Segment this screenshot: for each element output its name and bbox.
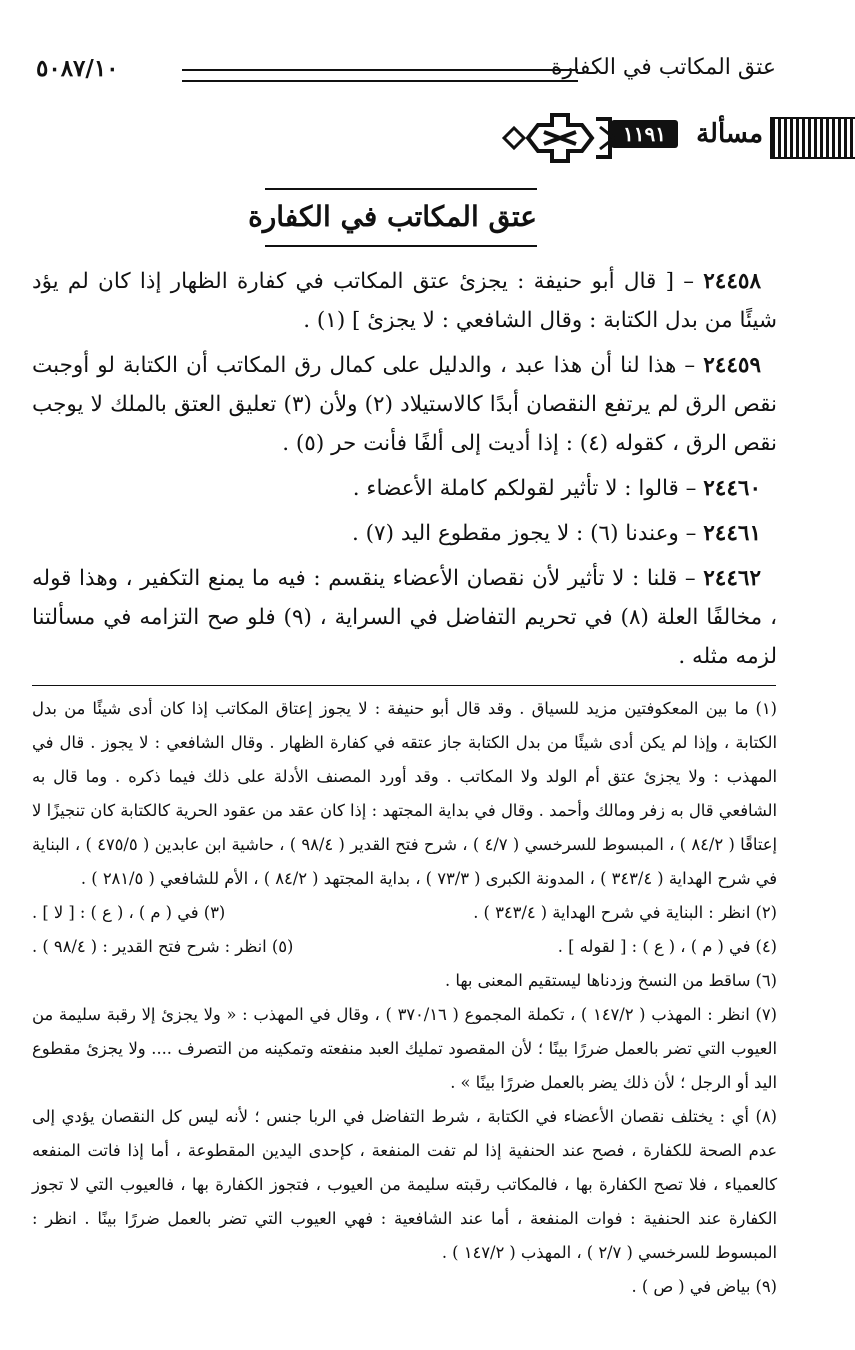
footnote-3: (٣) في ( م ) ، ( ع ) : [ لا ] . [32, 903, 226, 922]
footnote-6: (٦) ساقط من النسخ وزدناها ليستقيم المعنى بها . [445, 971, 777, 990]
header-double-rule [182, 69, 578, 82]
paragraph-number: ٢٤٤٦٠ [703, 476, 761, 501]
chapter-title-box [248, 188, 537, 247]
barcode-ornament-icon [770, 117, 855, 159]
page-reference: ٥٠٨٧/١٠ [36, 55, 119, 82]
footnote-7: (٧) انظر : المهذب ( ١٤٧/٢ ) ، تكملة المجموع ( ٣٧٠/١٦ ) ، وقال في المهذب : « ولا يجزئ إلا رقبة سليمة من العيوب التي تضر بالعمل ضررًا بينًا ؛ لأن المقصود تمليك العبد منفعته وتمكينه من التصرف .... ولا يجزئ مقطوع اليد أو الرجل ؛ لأن ذلك يضر بالعمل ضررًا بينًا » . [32, 1005, 777, 1092]
paragraph [32, 469, 777, 508]
main-text [32, 262, 777, 682]
paragraph-text: – وعندنا (٦) : لا يجوز مقطوع اليد (٧) . [351, 521, 704, 546]
paragraph [32, 514, 777, 553]
footnote-2: (٢) انظر : البناية في شرح الهداية ( ٣٤٣/٤ ) . [473, 903, 777, 922]
paragraph-number: ٢٤٤٥٨ [703, 269, 761, 294]
issue-heading [490, 105, 855, 173]
paragraph [32, 559, 777, 676]
interlace-ornament-icon [500, 107, 620, 169]
footnote-row [32, 930, 777, 964]
paragraph-number: ٢٤٤٦٢ [703, 566, 761, 591]
paragraph-number: ٢٤٤٦١ [703, 521, 761, 546]
footnote-8: (٨) أي : يختلف نقصان الأعضاء في الكتابة ، شرط التفاضل في الربا جنس ؛ لأنه ليس كل النقصان يؤدي إلى عدم الصحة للكفارة ، فصح عند الحنفية إذا لم تفت المنفعة ، كإحدى اليدين المقطوعة ، أما إذا فاتت المنفعه كالعمياء ، فلا تصح الكفارة بها ، فالمكاتب رقبته سليمة من العيوب ، فتجوز الكفارة بها ، فالعيوب التي لا تجوز الكفارة عند الحنفية : فوات المنفعة ، أما عند الشافعية : فهي العيوب التي تضر بالعمل ضررًا بينًا . انظر : المبسوط للسرخسي ( ٢/٧ ) ، المهذب ( ١٤٧/٢ ) . [32, 1107, 777, 1262]
paragraph [32, 346, 777, 463]
footnote-5: (٥) انظر : شرح فتح القدير : ( ٩٨/٤ ) . [32, 937, 294, 956]
paragraph [32, 262, 777, 340]
paragraph-text: – [ قال أبو حنيفة : يجزئ عتق المكاتب في كفارة الظهار إذا كان لم يؤد شيئًا من بدل الكتابة : وقال الشافعي : لا يجزئ ] (١) . [32, 269, 777, 333]
footnote-9: (٩) بياض في ( ص ) . [631, 1277, 777, 1296]
footnote-separator [32, 685, 776, 686]
paragraph-text: – قالوا : لا تأثير لقولكم كاملة الأعضاء . [352, 476, 704, 501]
running-header [36, 55, 776, 95]
footnote-4: (٤) في ( م ) ، ( ع ) : [ لقوله ] . [557, 937, 777, 956]
paragraph-number: ٢٤٤٥٩ [703, 353, 761, 378]
footnote-1: (١) ما بين المعكوفتين مزيد للسياق . وقد قال أبو حنيفة : لا يجوز إعتاق المكاتب إذا كان أدى شيئًا من بدل الكتابة ، وإذا لم يكن أدى شيئًا من بدل الكتابة جاز عتقه في كفارة الظهار . وقال الشافعي : لا يجوز . قال في المهذب : ولا يجزئ عتق أم الولد ولا المكاتب . وقد أورد المصنف الأدلة على ذلك فيما ذكره . وما قال به الشافعي قال به زفر ومالك وأحمد . وقال في بداية المجتهد : إذا كان عقد من عقود الحرية كالكتابة كان تنجيزًا لا إعتاقًا ( ٨٤/٢ ) ، المبسوط للسرخسي ( ٤/٧ ) ، شرح فتح القدير ( ٩٨/٤ ) ، حاشية ابن عابدين ( ٤٧٥/٥ ) ، البناية في شرح الهداية ( ٣٤٣/٤ ) ، المدونة الكبرى ( ٧٣/٣ ) ، بداية المجتهد ( ٨٤/٢ ) ، الأم للشافعي ( ٢٨١/٥ ) . [32, 699, 777, 888]
issue-number: ١١٩١ [611, 120, 678, 148]
running-title: عتق المكاتب في الكفارة [550, 55, 776, 80]
footnote-row [32, 896, 777, 930]
issue-label: مسألة [696, 119, 763, 149]
footnotes [32, 692, 777, 1304]
paragraph-text: – قلنا : لا تأثير لأن نقصان الأعضاء ينقسم : فيه ما يمنع التكفير ، وهذا قوله ، مخالفًا العلة (٨) في تحريم التفاضل في السراية ، (٩) فلو صح التزامه في مسألتنا لزمه مثله . [32, 566, 778, 669]
paragraph-text: – هذا لنا أن هذا عبد ، والدليل على كمال رق المكاتب أن الكتابة لو أوجبت نقص الرق لم يرتفع النقصان أبدًا كالاستيلاد (٢) ولأن (٣) تعليق العتق بالملك لا يوجب نقص الرق ، كقوله (٤) : إذا أديت إلى ألفًا فأنت حر (٥) . [32, 353, 777, 456]
chapter-title: عتق المكاتب في الكفارة [248, 200, 537, 233]
